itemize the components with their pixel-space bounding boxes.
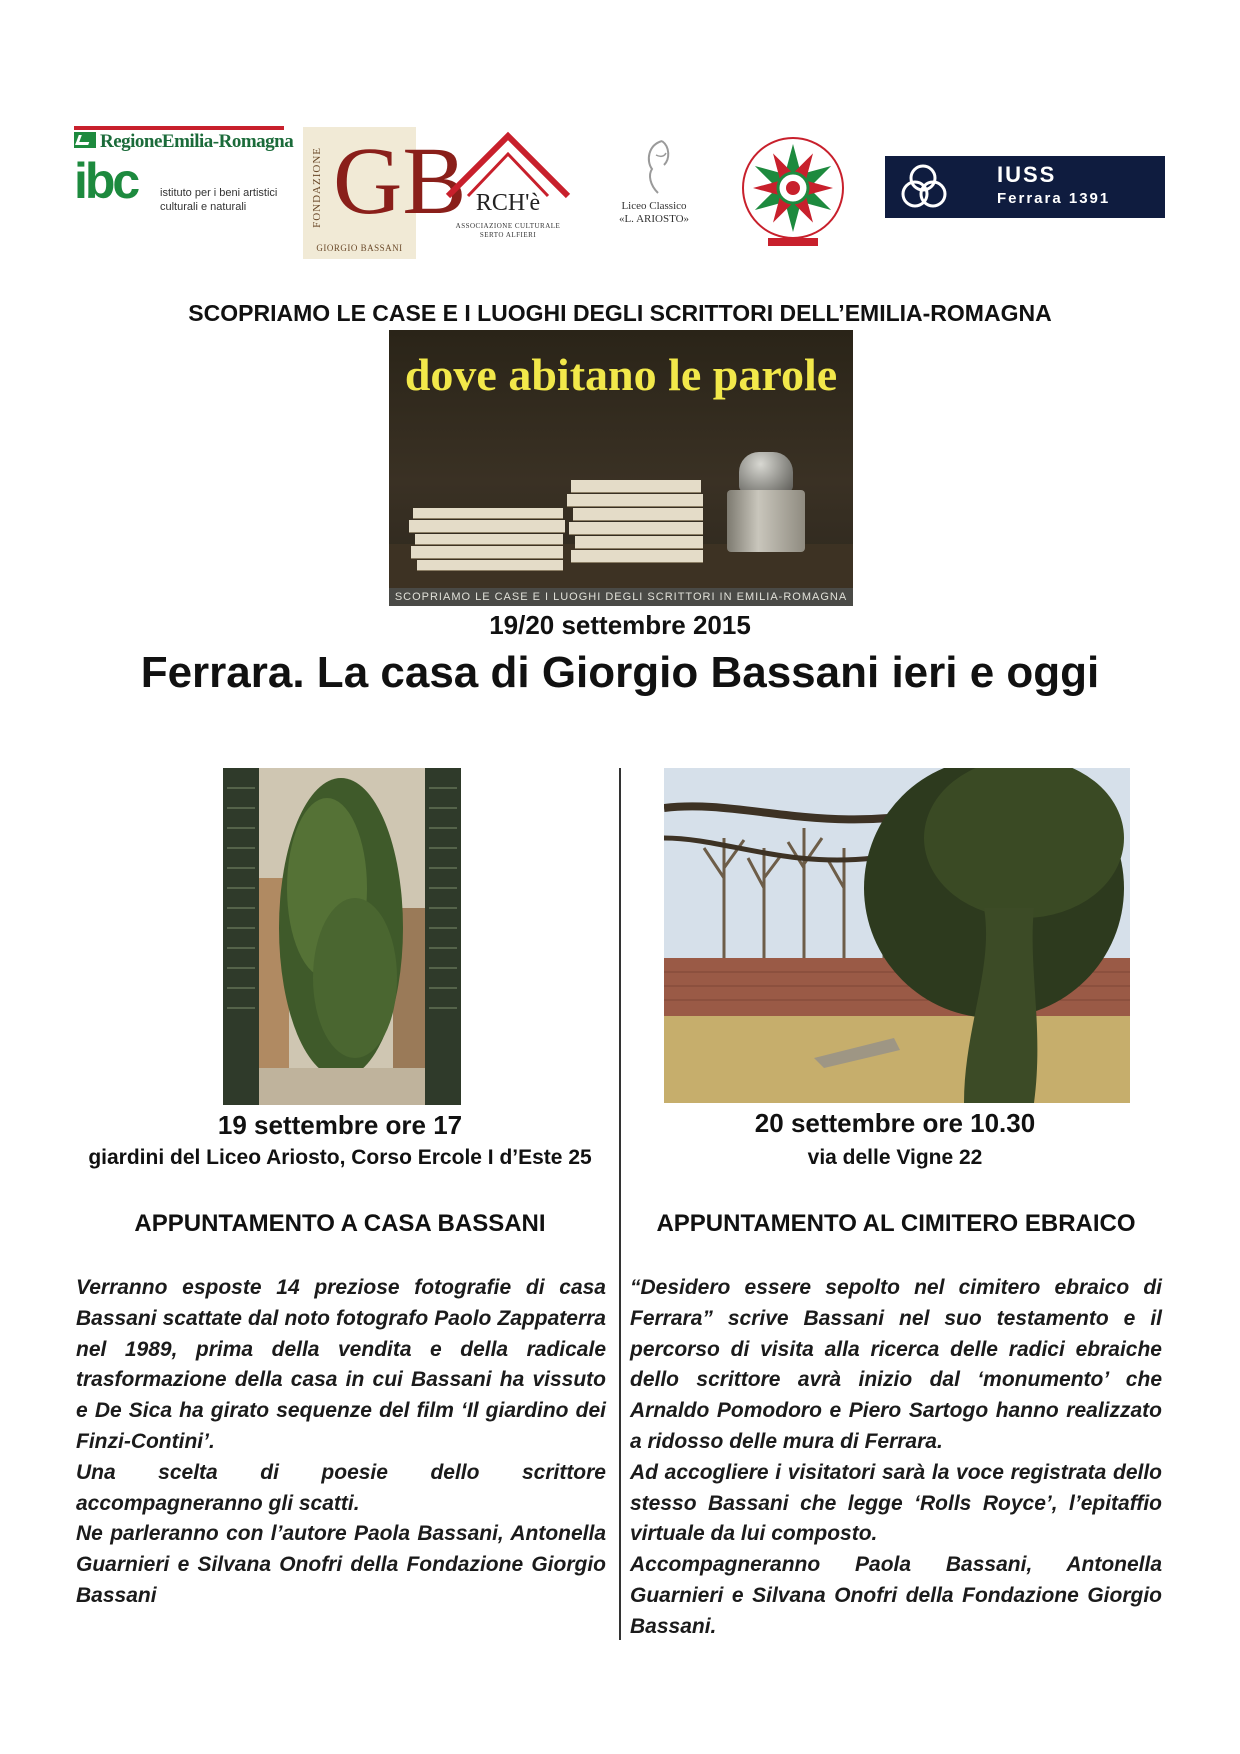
regione-name: RegioneEmilia-Romagna bbox=[100, 131, 294, 152]
rch-subtitle: ASSOCIAZIONE CULTURALE SERTO ALFIERI bbox=[455, 222, 561, 239]
left-paragraph: Una scelta di poesie dello scrittore accompagneranno gli scatti. bbox=[76, 1460, 606, 1515]
banner-strip: SCOPRIAMO LE CASE E I LUOGHI DEGLI SCRITTORI IN EMILIA-ROMAGNA bbox=[389, 588, 853, 606]
banner-title: dove abitano le parole bbox=[404, 349, 838, 400]
regione-emilia-romagna-ibc-logo bbox=[74, 126, 294, 226]
right-when: 20 settembre ore 10.30 bbox=[754, 1108, 1036, 1138]
risorgimento-rosette-logo bbox=[738, 128, 848, 250]
fondazione-name: GIORGIO BASSANI bbox=[316, 243, 403, 253]
right-paragraph: Ad accogliere i visitatori sarà la voce registrata dello stesso Bassani che legge ‘Rolls Royce’, l’epitaffio virtuale da lui composto. bbox=[630, 1460, 1162, 1546]
iuss-name: IUSS bbox=[997, 162, 1057, 187]
ibc-acronym: ibc bbox=[74, 153, 138, 209]
fondazione-monogram: GB bbox=[333, 127, 467, 234]
logo-red-bar bbox=[74, 126, 284, 130]
right-paragraph: “Desidero essere sepolto nel cimitero ebraico di Ferrara” scrive Bassani nel suo testamento e il percorso di visita alla ricerca delle radici ebraiche dello scrittore avrà inizio dal ‘monumento’ che Arnaldo Pomodoro e Piero Sartogo hanno realizzato a ridosso delle mura di Ferrara. bbox=[630, 1276, 1162, 1453]
left-appointment-heading: APPUNTAMENTO A CASA BASSANI bbox=[134, 1210, 546, 1237]
iuss-ferrara-logo bbox=[885, 156, 1165, 218]
liceo-text: Liceo Classico «L. ARIOSTO» bbox=[618, 200, 690, 225]
rch-logo bbox=[440, 130, 576, 240]
jewish-cemetery-photo bbox=[664, 768, 1130, 1103]
rch-name: RCH'è bbox=[475, 190, 541, 216]
fondazione-bassani-logo bbox=[303, 127, 467, 259]
right-where: via delle Vigne 22 bbox=[807, 1146, 983, 1169]
ibc-subtitle: istituto per i beni artistici culturali e naturali bbox=[160, 187, 278, 213]
iuss-city: Ferrara 1391 bbox=[997, 190, 1111, 207]
right-appointment-heading: APPUNTAMENTO AL CIMITERO EBRAICO bbox=[656, 1210, 1136, 1237]
left-paragraph: Ne parleranno con l’autore Paola Bassani, Antonella Guarnieri e Silvana Onofri della Fondazione Giorgio Bassani bbox=[76, 1522, 606, 1607]
page-title: Ferrara. La casa di Giorgio Bassani ieri e oggi bbox=[140, 648, 1100, 697]
series-heading: SCOPRIAMO LE CASE E I LUOGHI DEGLI SCRITTORI DELL’EMILIA-ROMAGNA bbox=[188, 300, 1052, 326]
inkwell-icon bbox=[727, 490, 805, 552]
right-description bbox=[630, 1273, 1162, 1643]
right-paragraph: Accompagneranno Paola Bassani, Antonella Guarnieri e Silvana Onofri della Fondazione Giorgio Bassani. bbox=[630, 1553, 1162, 1638]
rosette-emblem-icon bbox=[738, 128, 848, 250]
paper-stack-icon bbox=[413, 508, 563, 519]
fondazione-vertical-text: FONDAZIONE bbox=[311, 147, 323, 228]
column-divider bbox=[619, 768, 621, 1640]
left-where: giardini del Liceo Ariosto, Corso Ercole I d’Este 25 bbox=[88, 1146, 592, 1169]
iuss-rings-icon bbox=[885, 156, 985, 218]
ariosto-profile-icon bbox=[604, 135, 704, 199]
inkwell-cap-icon bbox=[739, 452, 793, 492]
liceo-ariosto-logo bbox=[604, 135, 704, 235]
paper-stack-icon bbox=[571, 480, 701, 493]
casa-bassani-garden-photo bbox=[223, 768, 461, 1105]
dove-abitano-le-parole-banner bbox=[389, 330, 853, 606]
left-paragraph: Verranno esposte 14 preziose fotografie di casa Bassani scattate dal noto fotografo Paolo Zappaterra nel 1989, prima della vendita e della radicale trasformazione della casa in cui Bassani ha vissuto e De Sica ha girato sequenze del film ‘Il giardino dei Finzi-Contini’. bbox=[76, 1276, 606, 1453]
event-date: 19/20 settembre 2015 bbox=[489, 610, 751, 640]
left-description bbox=[76, 1273, 606, 1612]
left-when: 19 settembre ore 17 bbox=[217, 1110, 463, 1140]
regione-flag-icon bbox=[74, 132, 96, 148]
